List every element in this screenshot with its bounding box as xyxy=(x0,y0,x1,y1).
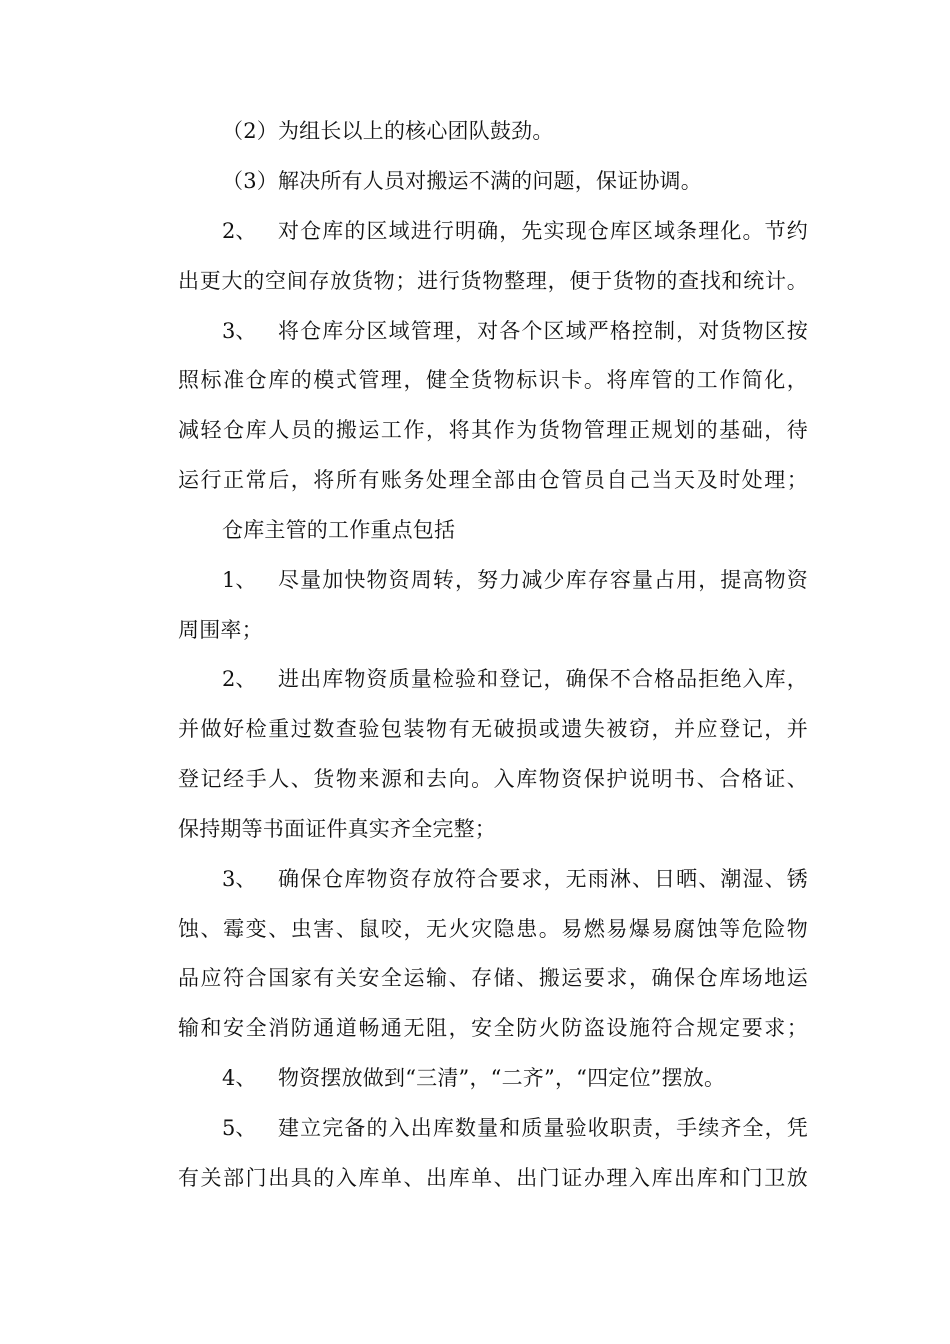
text-line: 照标准仓库的模式管理，健全货物标识卡。将库管的工作简化， xyxy=(178,368,808,392)
text-line: 确保仓库物资存放符合要求，无雨淋、日晒、潮湿、锈 xyxy=(278,867,808,891)
text-line: 将仓库分区域管理，对各个区域严格控制，对货物区按 xyxy=(278,319,808,343)
section-heading: 仓库主管的工作重点包括 xyxy=(222,518,456,542)
list-number: 3、 xyxy=(222,319,257,343)
text-line: 并做好检重过数查验包装物有无破损或遗失被窃，并应登记，并 xyxy=(178,717,808,741)
text-line: 对仓库的区域进行明确，先实现仓库区域条理化。节约 xyxy=(278,219,808,243)
list-number: 5、 xyxy=(222,1116,257,1140)
text-line: 进出库物资质量检验和登记，确保不合格品拒绝入库， xyxy=(278,667,808,691)
list-number: 2、 xyxy=(222,219,257,243)
text-line: 登记经手人、货物来源和去向。入库物资保护说明书、合格证、 xyxy=(178,767,808,791)
text-line: 尽量加快物资周转，努力减少库存容量占用，提高物资 xyxy=(278,568,808,592)
text-line: 输和安全消防通道畅通无阻，安全防火防盗设施符合规定要求； xyxy=(178,1016,808,1040)
text-line: 周围率； xyxy=(178,618,263,642)
list-number: 1、 xyxy=(222,568,257,592)
list-number: 2、 xyxy=(222,667,257,691)
text-line: 保持期等书面证件真实齐全完整； xyxy=(178,817,496,841)
text-line: 物资摆放做到“三清”，“二齐”，“四定位”摆放。 xyxy=(278,1066,726,1090)
text-line: （2）为组长以上的核心团队鼓劲。 xyxy=(222,119,554,143)
text-line: 有关部门出具的入库单、出库单、出门证办理入库出库和门卫放 xyxy=(178,1166,808,1190)
text-line: 建立完备的入出库数量和质量验收职责，手续齐全，凭 xyxy=(278,1116,808,1140)
text-line: （3）解决所有人员对搬运不满的问题，保证协调。 xyxy=(222,169,702,193)
text-line: 品应符合国家有关安全运输、存储、搬运要求，确保仓库场地运 xyxy=(178,966,808,990)
text-line: 减轻仓库人员的搬运工作，将其作为货物管理正规划的基础，待 xyxy=(178,418,808,442)
list-number: 3、 xyxy=(222,867,257,891)
text-line: 蚀、霉变、虫害、鼠咬，无火灾隐患。易燃易爆易腐蚀等危险物 xyxy=(178,917,808,941)
text-line: 出更大的空间存放货物；进行货物整理，便于货物的查找和统计。 xyxy=(178,269,808,293)
list-number: 4、 xyxy=(222,1066,257,1090)
text-line: 运行正常后，将所有账务处理全部由仓管员自己当天及时处理； xyxy=(178,468,808,492)
